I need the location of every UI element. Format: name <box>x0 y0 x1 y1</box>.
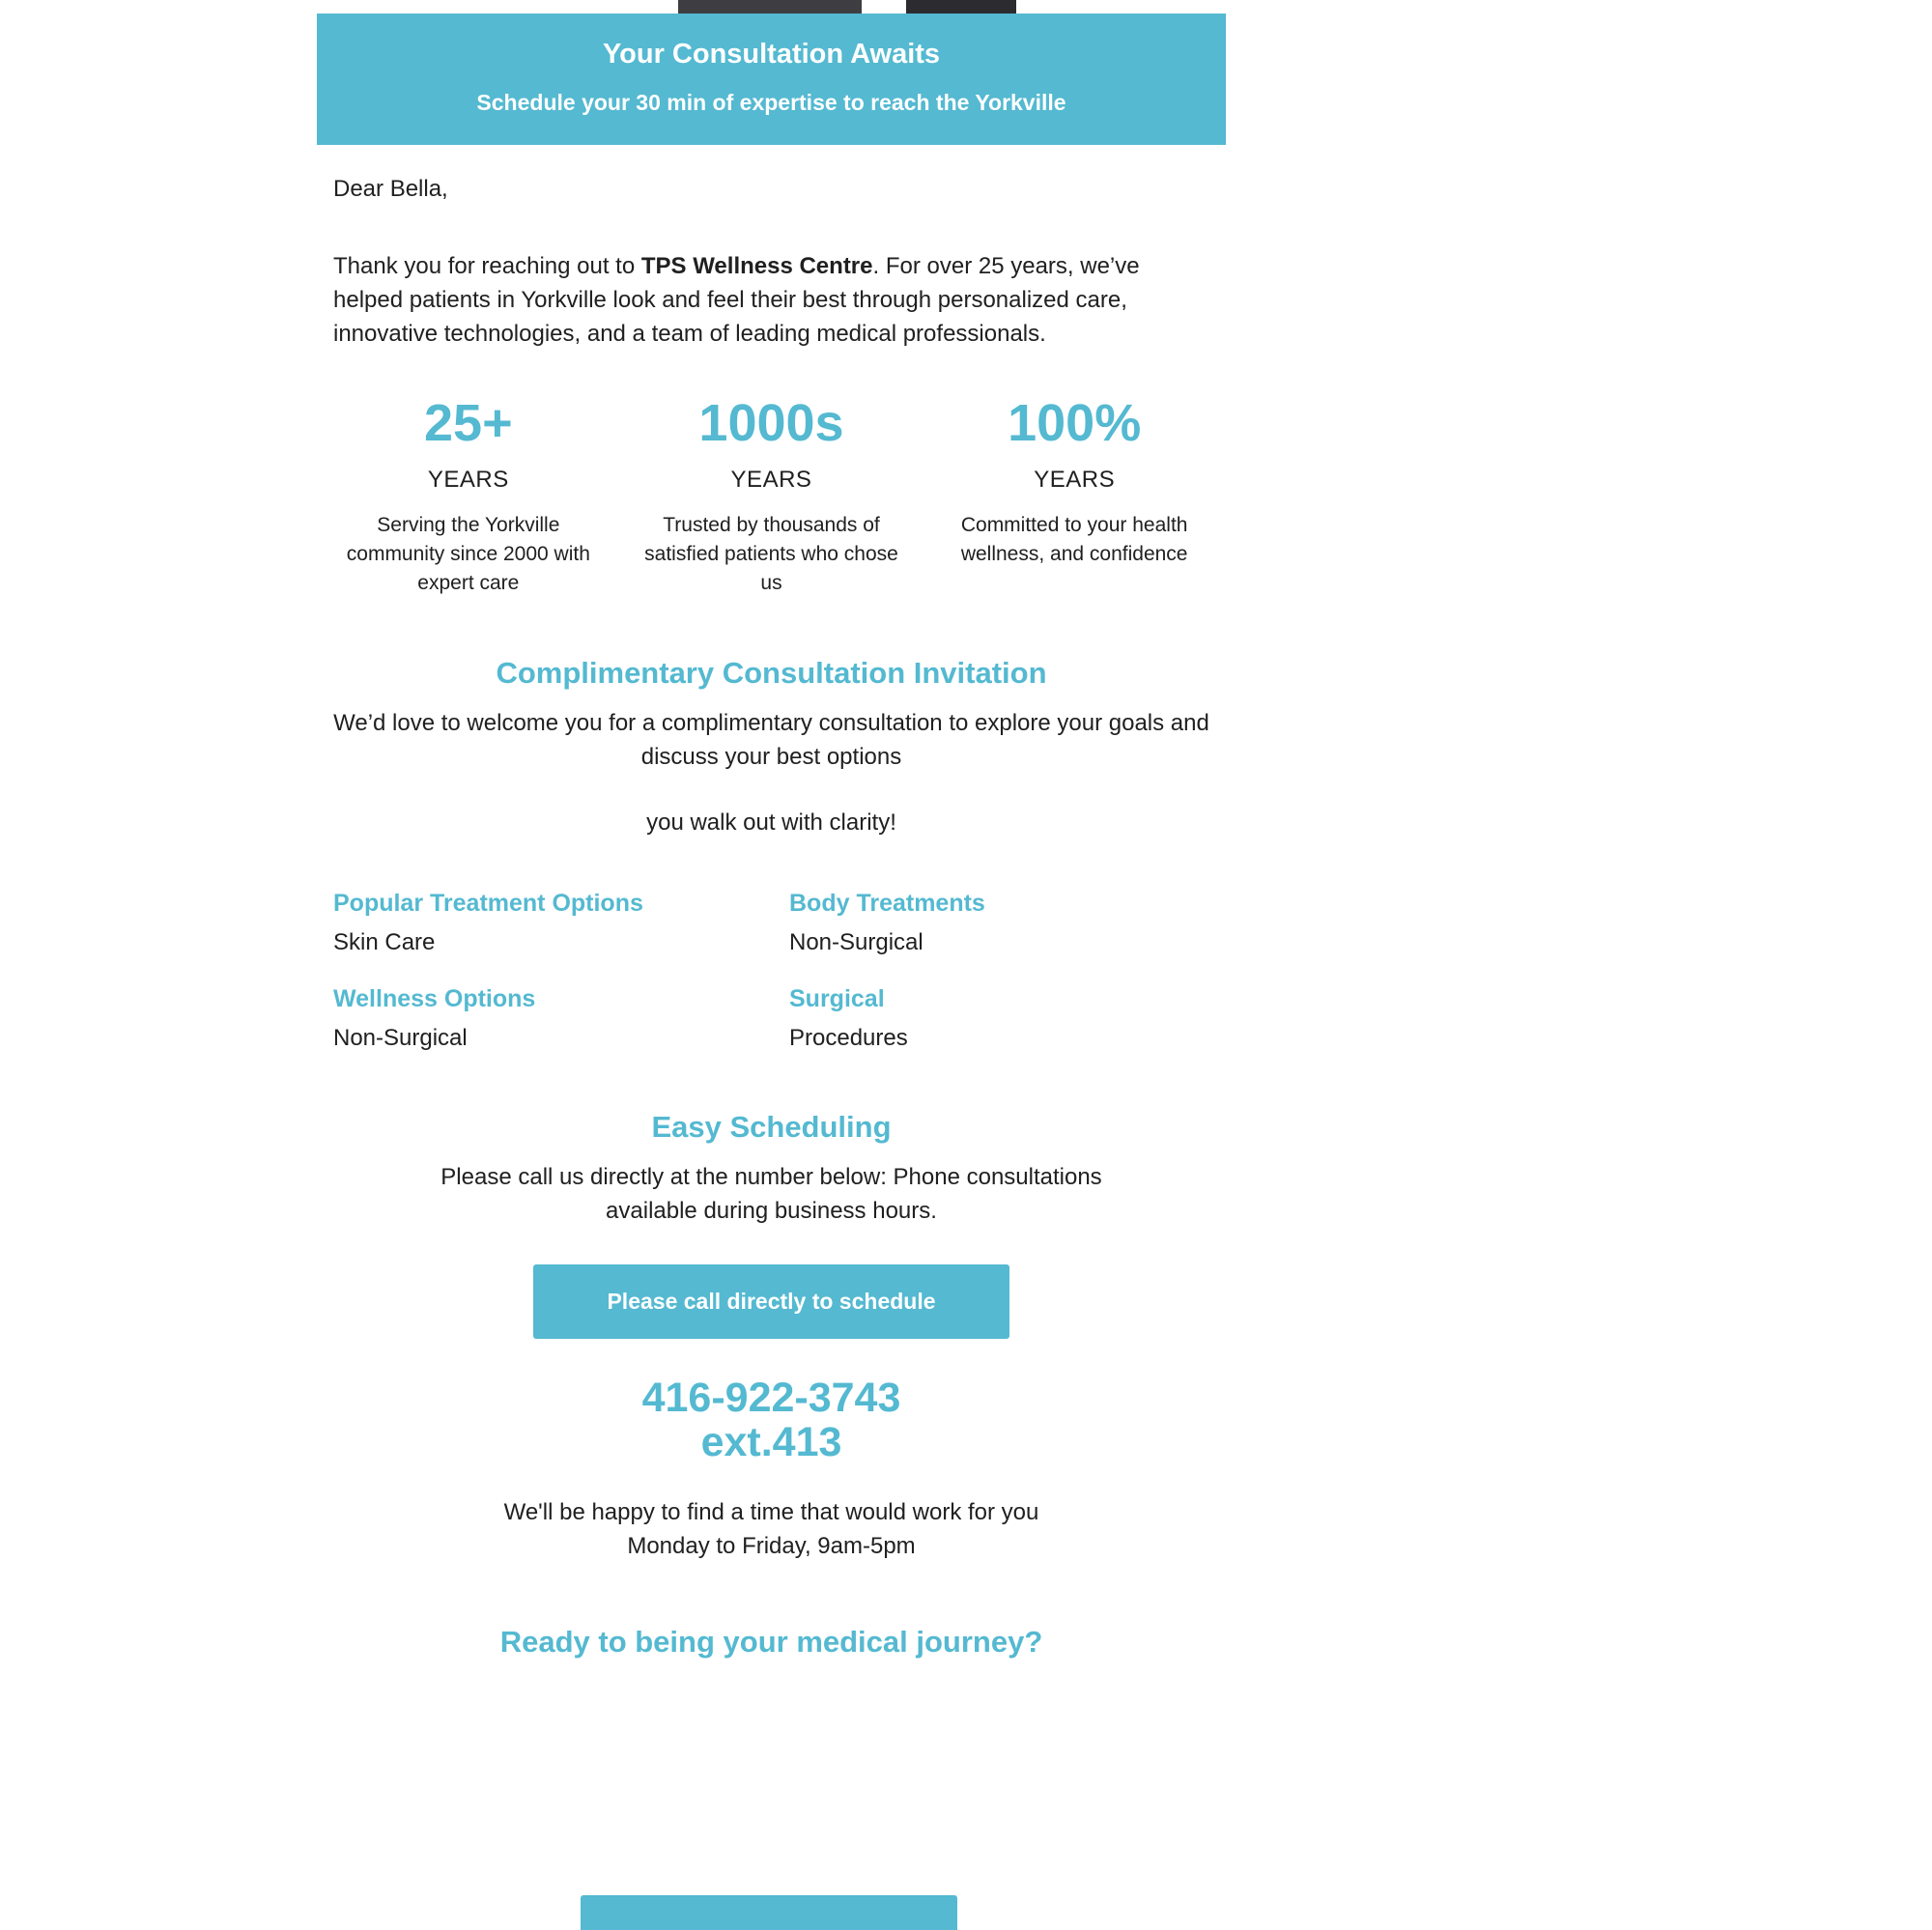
treatment-surgical <box>789 985 1209 1052</box>
clinic-name: TPS Wellness Centre <box>640 253 873 279</box>
call-to-schedule-button[interactable]: Please call directly to schedule <box>533 1264 1009 1339</box>
cropped-image-fragment <box>678 0 862 14</box>
greeting-text: Dear Bella, <box>333 176 448 202</box>
stat-label: YEARS <box>427 467 509 493</box>
banner-title: Your Consultation Awaits <box>602 39 941 70</box>
stat-label: YEARS <box>730 467 812 493</box>
treatment-heading: Body Treatments <box>789 890 985 917</box>
stat-description: Serving the Yorkville community since 2000 with expert care <box>346 514 590 594</box>
intro-paragraph <box>333 249 1209 351</box>
stat-value: 25+ <box>424 394 513 452</box>
consultation-body: We’d love to welcome you for a complimentary consultation to explore your goals and discuss your best options <box>333 710 1209 770</box>
treatment-wellness <box>333 985 789 1052</box>
treatments-grid <box>317 890 1226 1052</box>
treatment-popular-options <box>333 890 789 956</box>
stat-description: Trusted by thousands of satisfied patients who chose us <box>644 514 898 594</box>
stat-value: 100% <box>1008 394 1142 452</box>
consultation-tagline: you walk out with clarity! <box>646 809 896 836</box>
stat-years-experience <box>317 393 620 598</box>
header-banner <box>317 14 1226 145</box>
stat-commitment <box>923 393 1226 598</box>
intro-text-post: . For over 25 years, we’ve helped patients in Yorkville look and feel their best through personalized care, innovative technologies, and a team of leading medical professionals. <box>333 253 1140 347</box>
availability-text <box>317 1495 1226 1563</box>
ready-heading: Ready to being your medical journey? <box>499 1625 1043 1659</box>
stat-patients <box>620 393 923 598</box>
treatment-heading: Surgical <box>789 985 885 1012</box>
stat-value: 1000s <box>698 394 844 452</box>
email-body <box>317 14 1226 1660</box>
intro-text-pre: Thank you for reaching out to <box>333 253 641 279</box>
bottom-cta-button-partial[interactable] <box>581 1895 957 1930</box>
treatment-item: Procedures <box>789 1025 908 1051</box>
stats-row <box>317 393 1226 598</box>
availability-line2: Monday to Friday, 9am-5pm <box>627 1533 916 1559</box>
phone-extension: ext.413 <box>700 1419 842 1465</box>
treatment-item: Skin Care <box>333 929 436 955</box>
cropped-image-fragment <box>906 0 1016 14</box>
stat-description: Committed to your health wellness, and confidence <box>960 514 1188 565</box>
cta-button-container <box>317 1264 1226 1339</box>
treatment-heading: Popular Treatment Options <box>333 890 643 917</box>
phone-number[interactable]: 416-922-3743 <box>641 1375 901 1421</box>
consultation-heading: Complimentary Consultation Invitation <box>496 656 1047 690</box>
treatment-heading: Wellness Options <box>333 985 536 1012</box>
treatment-body <box>789 890 1209 956</box>
treatment-item: Non-Surgical <box>789 929 923 955</box>
stat-label: YEARS <box>1034 467 1116 493</box>
availability-line1: We'll be happy to find a time that would work for you <box>503 1499 1039 1525</box>
banner-subtitle: Schedule your 30 min of expertise to reach the Yorkville <box>476 90 1066 115</box>
scheduling-heading: Easy Scheduling <box>651 1110 892 1144</box>
treatment-item: Non-Surgical <box>333 1025 468 1051</box>
scheduling-body: Please call us directly at the number below: Phone consultations available during business hours. <box>440 1164 1102 1224</box>
